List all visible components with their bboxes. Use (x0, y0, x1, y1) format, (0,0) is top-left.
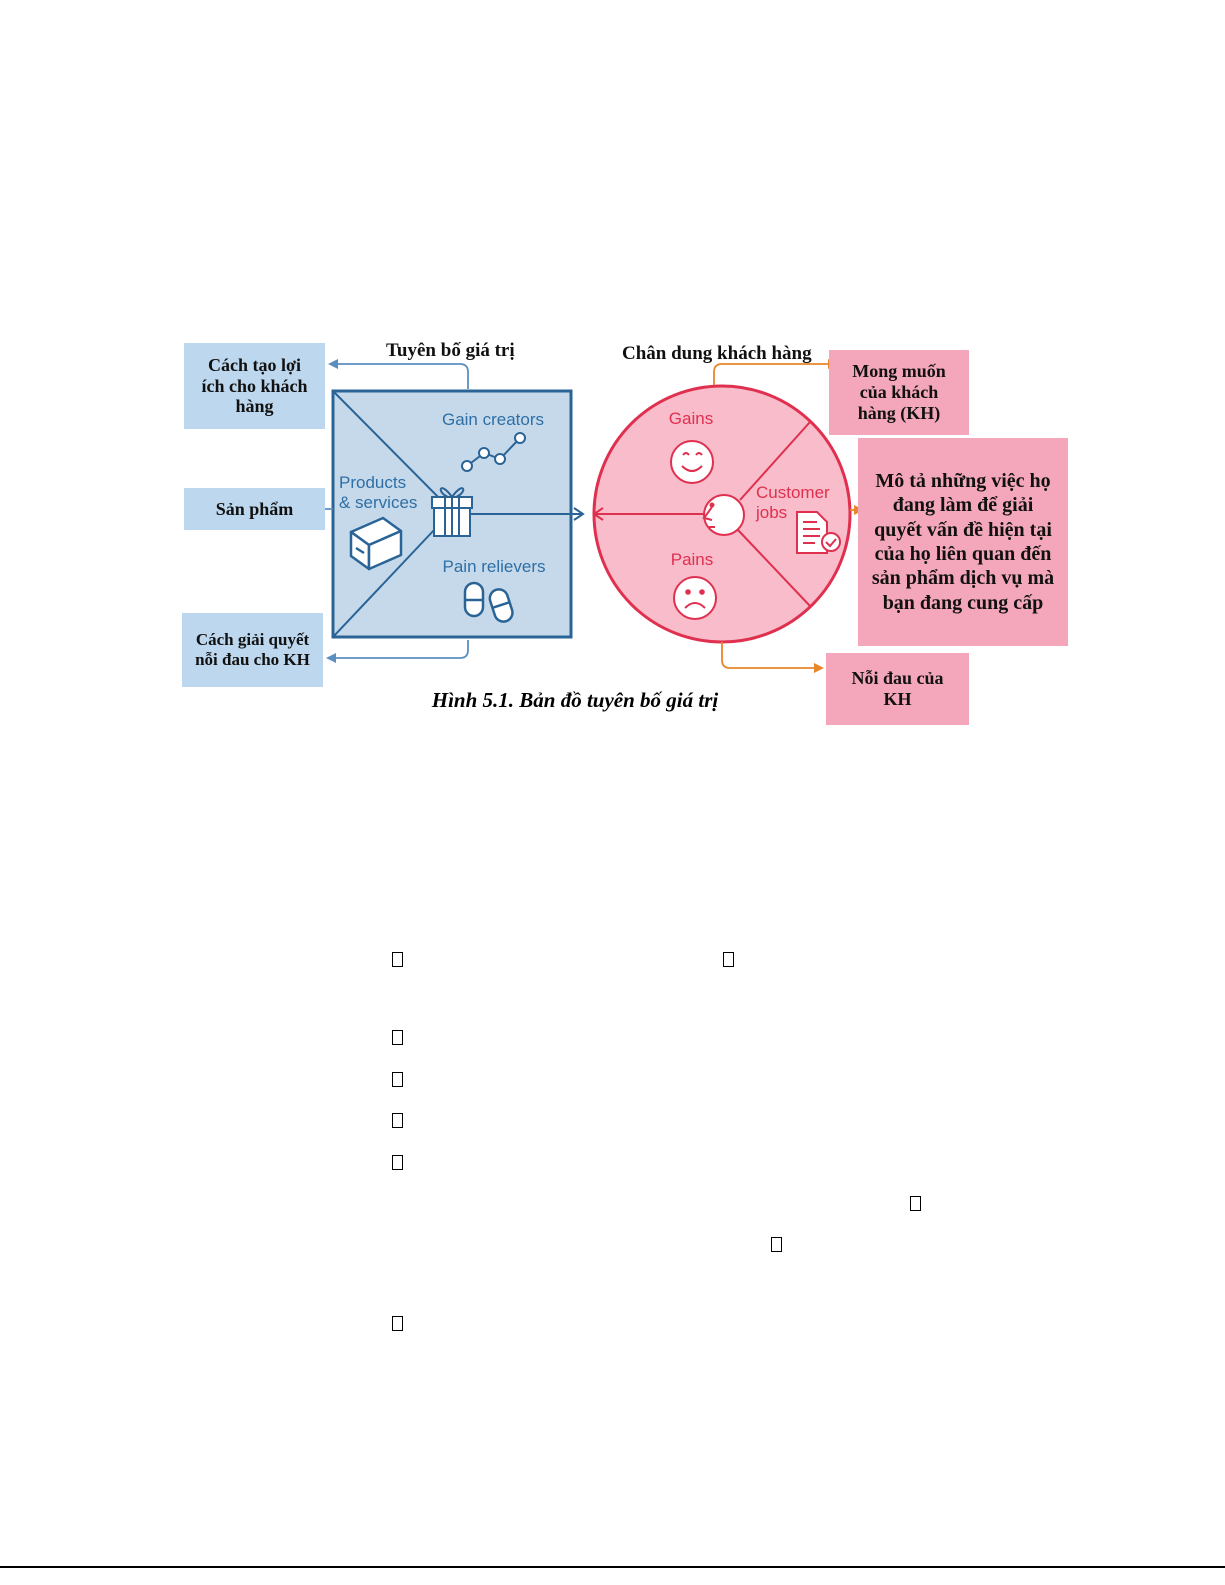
products-label-line2: & services (339, 493, 418, 512)
customer-jobs-label-line1: Customer (756, 483, 830, 502)
value-proposition-heading: Tuyên bố giá trị (386, 340, 515, 361)
products-label-line1: Products (339, 473, 407, 492)
pain-relievers-callout (182, 613, 323, 687)
missing-glyph-box (392, 1072, 403, 1087)
missing-glyph-box (392, 1155, 403, 1170)
jobs-callout (858, 438, 1068, 646)
gains-callout-text: Mong muốn của khách hàng (KH) (852, 361, 946, 423)
smile-icon (671, 441, 713, 483)
customer-jobs-label-line2: jobs (756, 503, 788, 522)
gains-label: Gains (668, 409, 714, 428)
missing-glyph-box (910, 1196, 921, 1211)
pain-relievers-callout-text: Cách giải quyết nỗi đau cho KH (195, 630, 310, 669)
pains-label: Pains (670, 550, 714, 569)
gain-creators-label: Gain creators (441, 410, 545, 429)
products-callout (184, 488, 325, 530)
frown-icon (674, 577, 716, 619)
missing-glyph-box (392, 1316, 403, 1331)
missing-glyph-box (771, 1237, 782, 1252)
jobs-callout-text: Mô tả những việc họ đang làm để giải quyết vấn đề hiện tại của họ liên quan đến sản phẩm dịch vụ mà bạn đang cung cấp (871, 469, 1055, 614)
value-proposition-canvas (0, 0, 1225, 760)
gains-callout (829, 350, 969, 435)
pain-relievers-label: Pain relievers (442, 557, 546, 576)
products-callout-text: Sản phẩm (215, 498, 294, 519)
missing-glyph-box (392, 1113, 403, 1128)
pains-callout-text: Nỗi đau của KH (851, 668, 944, 709)
gain-creators-callout-text: Cách tạo lợi ích cho khách hàng (201, 354, 308, 417)
missing-glyph-box (723, 952, 734, 967)
missing-glyph-box (392, 1030, 403, 1045)
missing-glyph-box (392, 952, 403, 967)
gain-creators-callout (184, 343, 325, 429)
page-bottom-rule (0, 1566, 1225, 1568)
figure-caption: Hình 5.1. Bản đồ tuyên bố giá trị (431, 688, 719, 712)
customer-profile-heading: Chân dung khách hàng (622, 343, 812, 364)
